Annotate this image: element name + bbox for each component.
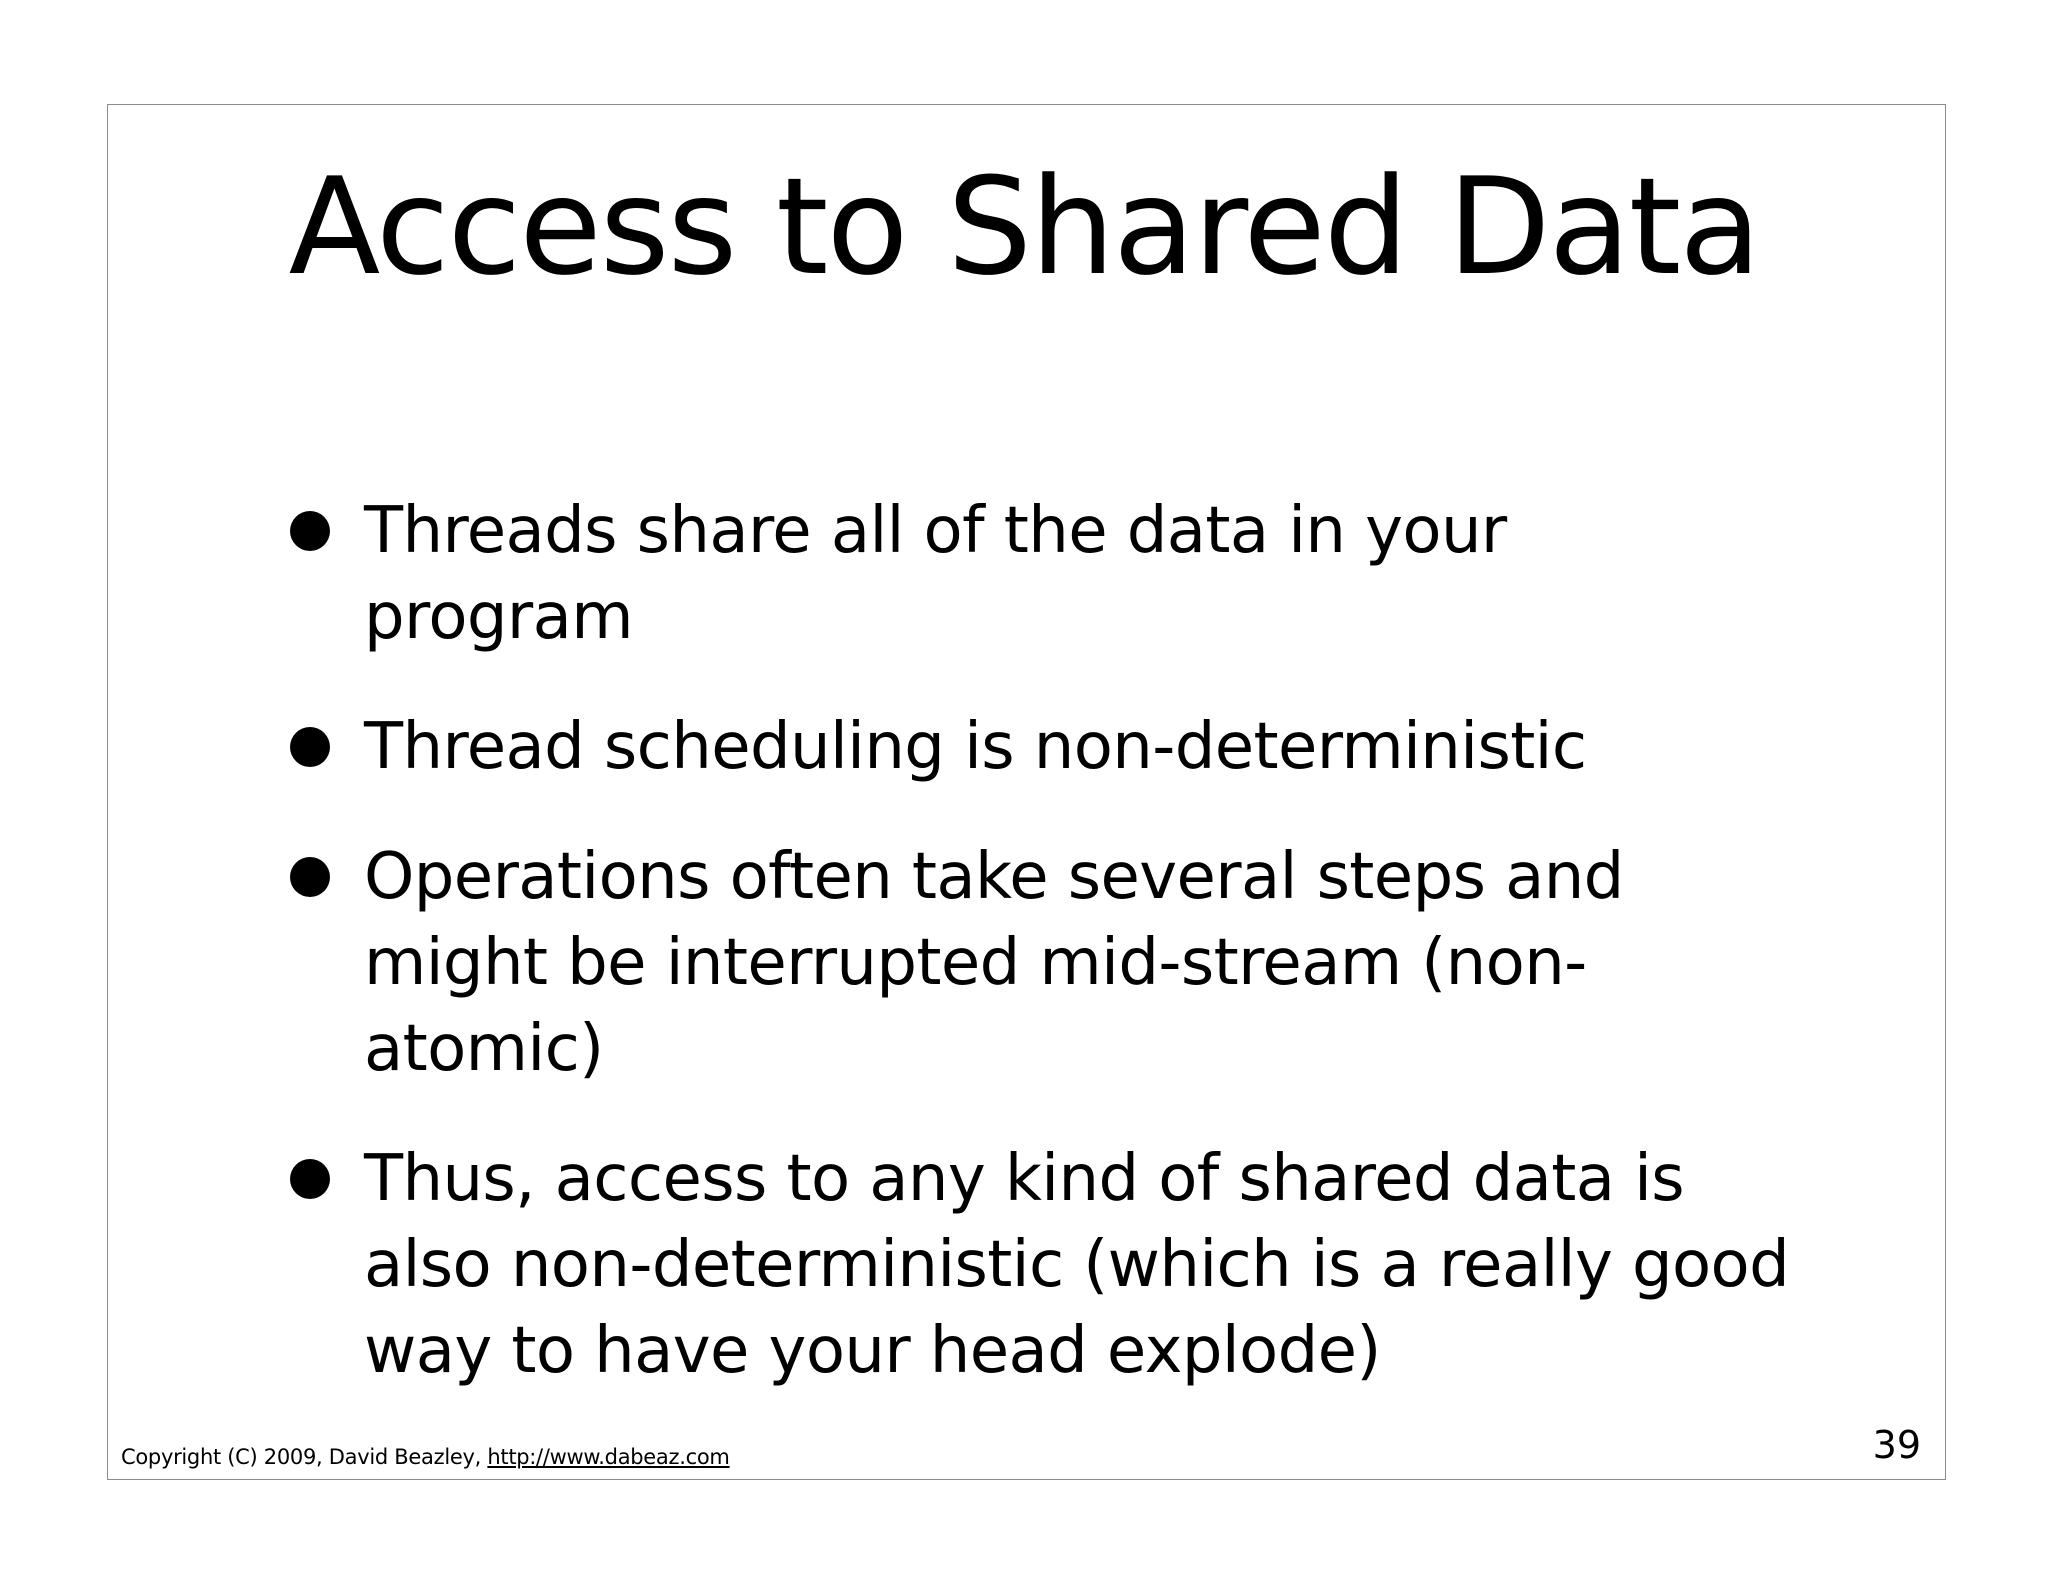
bullet-list xyxy=(272,488,1792,1438)
footer-link[interactable]: http://www.dabeaz.com xyxy=(487,1445,730,1469)
bullet-dot-icon xyxy=(290,857,330,897)
footer-copyright xyxy=(121,1447,730,1468)
bullet-item xyxy=(272,488,1792,660)
bullet-text: Operations often take several steps and might be interrupted mid-stream (non-atomic) xyxy=(364,840,1624,1086)
bullet-dot-icon xyxy=(290,1159,330,1199)
bullet-text: Thus, access to any kind of shared data is also non-deterministic (which is a really good way to have your head explode) xyxy=(364,1142,1790,1388)
copyright-text: Copyright (C) 2009, David Beazley, xyxy=(121,1445,488,1469)
page-number: 39 xyxy=(1872,1423,1921,1467)
bullet-item xyxy=(272,1136,1792,1394)
slide-title: Access to Shared Data xyxy=(288,149,1760,305)
bullet-item xyxy=(272,834,1792,1092)
bullet-text: Threads share all of the data in your program xyxy=(364,494,1507,654)
bullet-dot-icon xyxy=(290,511,330,551)
bullet-dot-icon xyxy=(290,727,330,767)
bullet-item xyxy=(272,704,1792,790)
bullet-text: Thread scheduling is non-deterministic xyxy=(364,710,1587,784)
